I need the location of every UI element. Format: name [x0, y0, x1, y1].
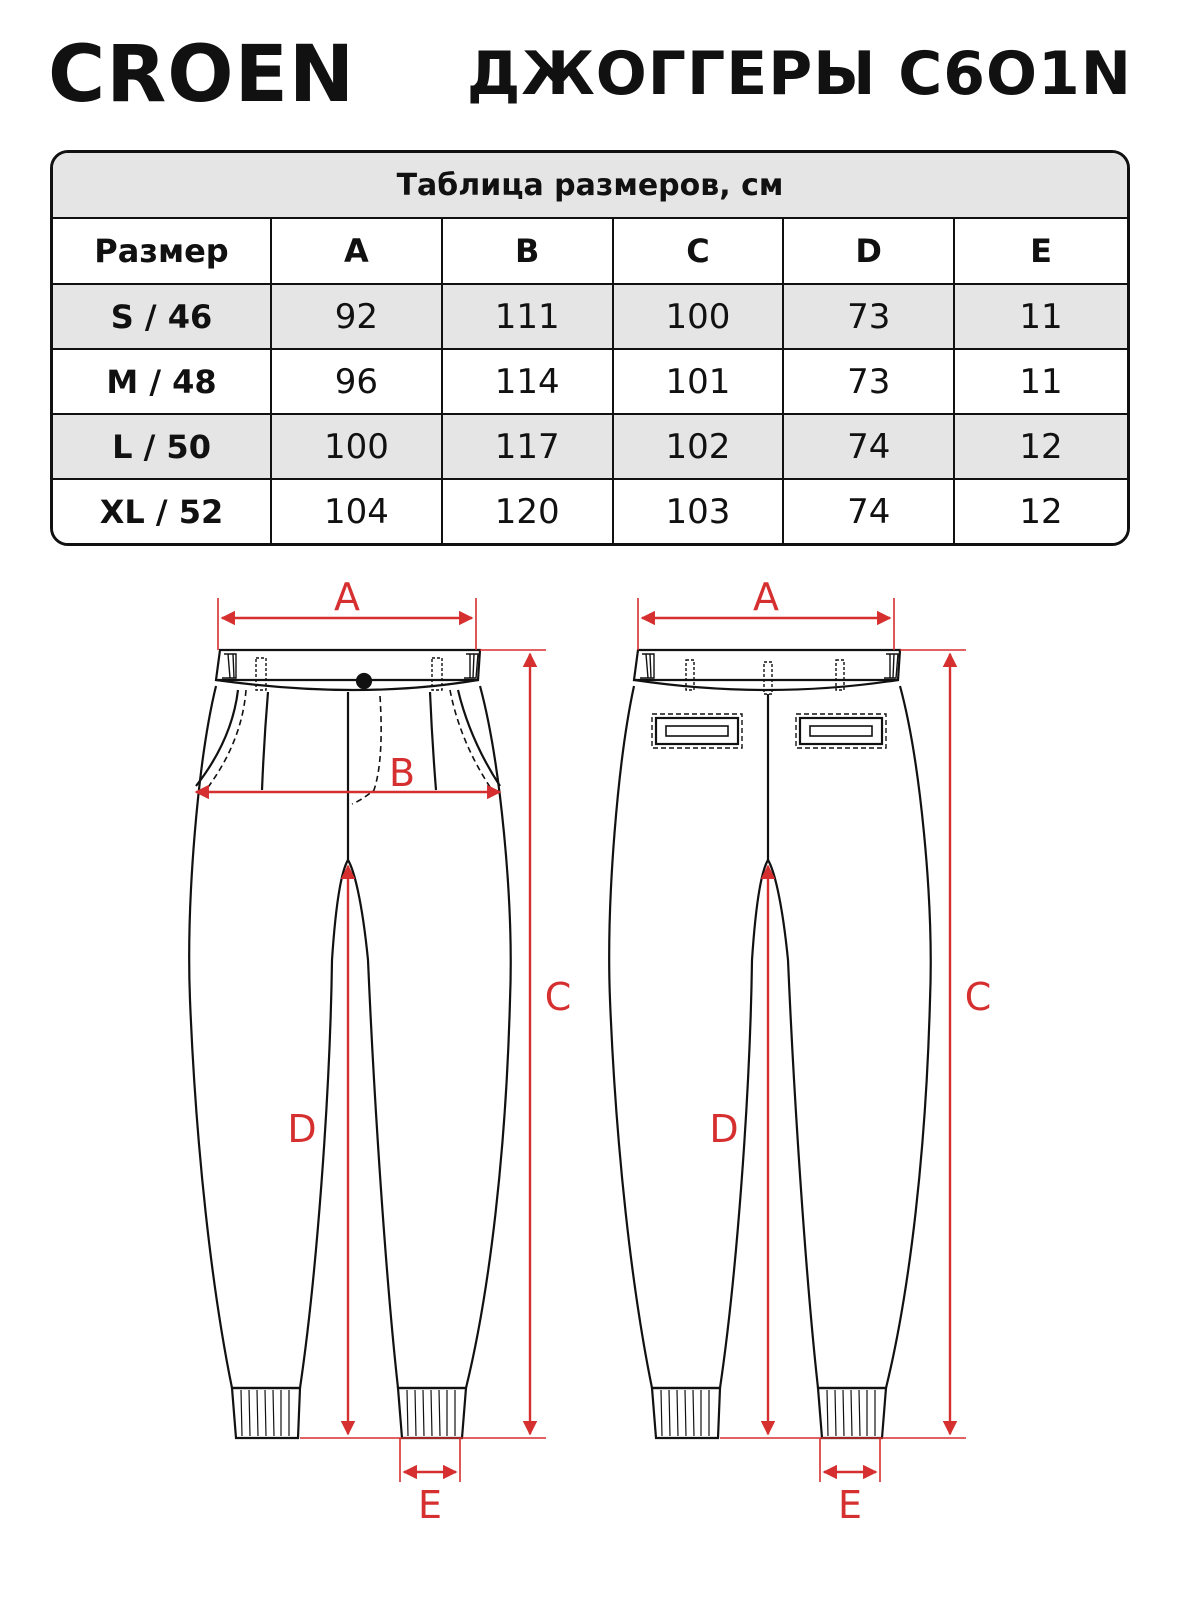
table-header-row: [53, 218, 1127, 284]
back-label-a: A: [753, 575, 779, 619]
size-cell: XL / 52: [53, 479, 271, 543]
size-cell: M / 48: [53, 349, 271, 414]
header-b: B: [442, 218, 613, 284]
value-cell: 92: [271, 284, 442, 349]
header-a: A: [271, 218, 442, 284]
table-row: [53, 349, 1127, 414]
product-title: ДЖОГГЕРЫ C6O1N: [466, 39, 1132, 109]
value-cell: 73: [783, 284, 954, 349]
back-trousers-drawing: [609, 650, 930, 1438]
back-measure-lines: [638, 598, 966, 1482]
value-cell: 120: [442, 479, 613, 543]
header-size: Размер: [53, 218, 271, 284]
size-cell: L / 50: [53, 414, 271, 479]
value-cell: 74: [783, 414, 954, 479]
back-label-e: E: [837, 1483, 863, 1527]
back-label-c: C: [964, 975, 992, 1019]
value-cell: 12: [954, 414, 1127, 479]
table-row: [53, 284, 1127, 349]
front-label-d: D: [287, 1107, 317, 1151]
value-cell: 74: [783, 479, 954, 543]
value-cell: 114: [442, 349, 613, 414]
front-trousers-drawing: [189, 650, 510, 1438]
header-e: E: [954, 218, 1127, 284]
size-table: [50, 150, 1130, 546]
value-cell: 117: [442, 414, 613, 479]
brand-logo: CROEN: [48, 30, 356, 120]
value-cell: 11: [954, 349, 1127, 414]
value-cell: 103: [613, 479, 784, 543]
value-cell: 100: [271, 414, 442, 479]
table-row: [53, 479, 1127, 543]
table-caption: Таблица размеров, см: [53, 153, 1127, 218]
header-c: C: [613, 218, 784, 284]
value-cell: 102: [613, 414, 784, 479]
front-label-e: E: [417, 1483, 443, 1527]
value-cell: 11: [954, 284, 1127, 349]
value-cell: 96: [271, 349, 442, 414]
measurement-diagram: [0, 560, 1200, 1600]
size-cell: S / 46: [53, 284, 271, 349]
table-row: [53, 414, 1127, 479]
value-cell: 12: [954, 479, 1127, 543]
front-label-b: B: [388, 751, 416, 795]
value-cell: 73: [783, 349, 954, 414]
header-d: D: [783, 218, 954, 284]
value-cell: 100: [613, 284, 784, 349]
front-label-a: A: [334, 575, 360, 619]
value-cell: 111: [442, 284, 613, 349]
front-label-c: C: [544, 975, 572, 1019]
value-cell: 104: [271, 479, 442, 543]
back-label-d: D: [709, 1107, 739, 1151]
value-cell: 101: [613, 349, 784, 414]
